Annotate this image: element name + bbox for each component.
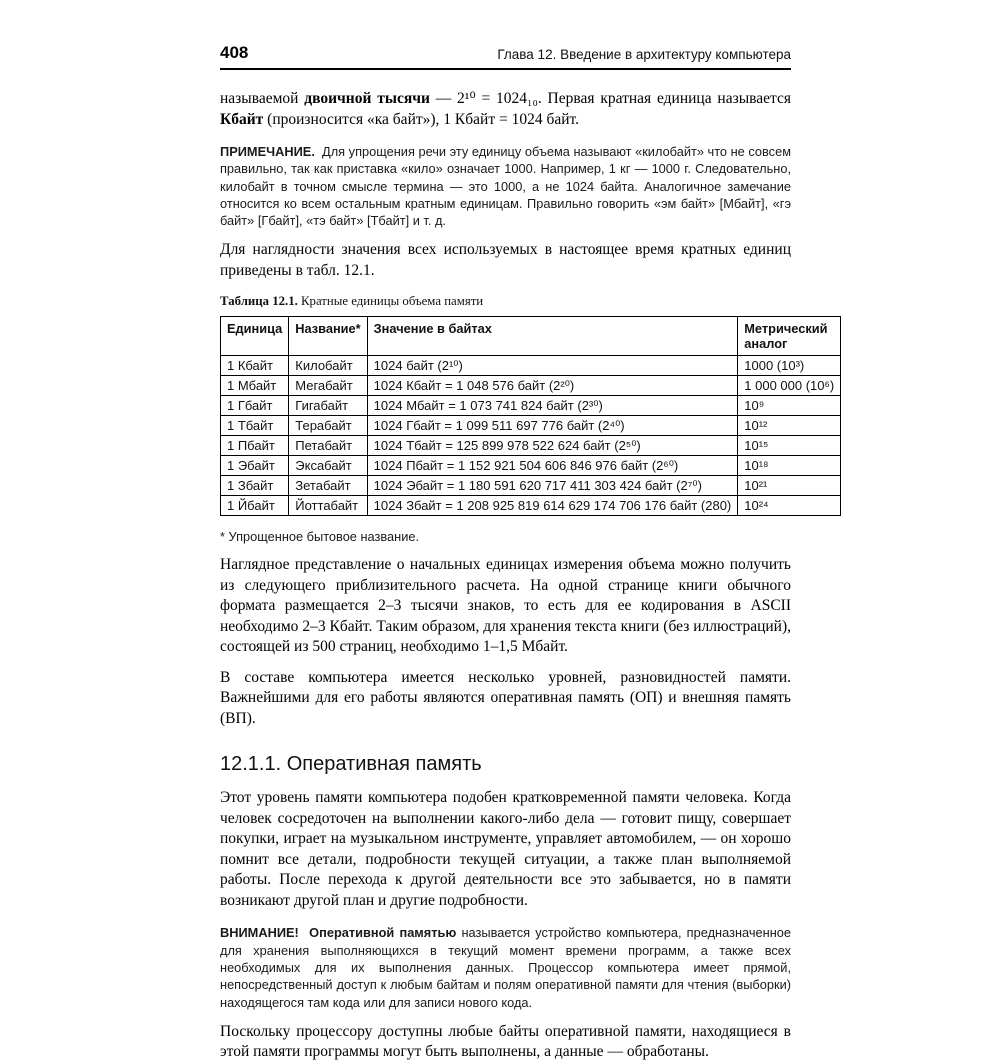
cell-unit: 1 Збайт: [221, 476, 289, 496]
cell-metric: 10²¹: [738, 476, 841, 496]
cell-metric: 10¹²: [738, 416, 841, 436]
term-kbyte: Кбайт: [220, 110, 264, 128]
table-row: [221, 476, 841, 496]
warning-text: называется устройство компьютера, предназначенное для хранения выполняющихся в текущий момент времени программ, а также всех необходимых для их выполнения данных. Процессор компьютера имеет прямой, непосредственный доступ к любым байтам и полям оперативной памяти для чтения (выборки) находящегося там кода или для записи нового кода.: [220, 925, 791, 1010]
cell-name: Мегабайт: [289, 376, 367, 396]
table-row: [221, 416, 841, 436]
intro-run: — 2¹⁰ = 1024₁₀. Первая кратная единица называется: [429, 90, 791, 107]
section-heading: 12.1.1. Оперативная память: [220, 753, 482, 776]
cell-name: Йоттабайт: [289, 496, 367, 516]
cell-name: Терабайт: [289, 416, 367, 436]
cell-name: Гигабайт: [289, 396, 367, 416]
cell-name: Зетабайт: [289, 476, 367, 496]
closing-paragraph: Поскольку процессору доступны любые байты оперативной памяти, находящиеся в этой памяти программы могут быть выполнены, а данные — обработаны.: [220, 1022, 791, 1061]
cell-value: 1024 байт (2¹⁰): [367, 356, 738, 376]
cell-value: 1024 Збайт = 1 208 925 819 614 629 174 706 176 байт (280): [367, 496, 738, 516]
cell-unit: 1 Тбайт: [221, 416, 289, 436]
note-text: Для упрощения речи эту единицу объема называют «килобайт» что не совсем правильно, так как приставка «кило» означает 1000. Например, 1 кг — 1000 г. Следовательно, килобайт в точном смысле термина — это 1000, а не 1024 байта. Аналогичное замечание относится ко всем остальным кратным единицам. Правильно говорить «эм байт» [Мбайт], «гэ байт» [Гбайт], «тэ байт» [Тбайт] и т. д.: [220, 144, 791, 229]
note-block: [220, 143, 791, 229]
ram-analogy-paragraph: Этот уровень памяти компьютера подобен кратковременной памяти человека. Когда человек сосредоточен на выполнении какого-либо дела — готовит пищу, совершает покупки, играет на музыкальном инструменте, управляет автомобилем, — он хорошо помнит все детали, подробности текущей ситуации, а также план выполняемой работы. После перехода к другой деятельности все это забывается, но в памяти возникают другой план и другие подробности.: [220, 789, 791, 909]
col-header-value-bytes: Значение в байтах: [367, 317, 738, 356]
cell-unit: 1 Гбайт: [221, 396, 289, 416]
table-row: [221, 456, 841, 476]
cell-unit: 1 Кбайт: [221, 356, 289, 376]
intro-run: называемой: [220, 90, 305, 107]
cell-unit: 1 Пбайт: [221, 436, 289, 456]
cell-metric: 10⁹: [738, 396, 841, 416]
table-footnote: * Упрощенное бытовое название.: [220, 529, 420, 545]
table-row: [221, 436, 841, 456]
cell-name: Петабайт: [289, 436, 367, 456]
page-number: 408: [220, 43, 249, 62]
cell-name: Килобайт: [289, 356, 367, 376]
table-row: [221, 496, 841, 516]
memory-levels-paragraph: В составе компьютера имеется несколько уровней, разновидностей памяти. Важнейшими для его работы являются оперативная память (ОП) и внешняя память (ВП).: [220, 668, 791, 727]
cell-metric: 10¹⁸: [738, 456, 841, 476]
cell-value: 1024 Кбайт = 1 048 576 байт (2²⁰): [367, 376, 738, 396]
page-content: [220, 43, 835, 1063]
cell-metric: 10²⁴: [738, 496, 841, 516]
cell-metric: 10¹⁵: [738, 436, 841, 456]
cell-value: 1024 Тбайт = 125 899 978 522 624 байт (2⁵⁰): [367, 436, 738, 456]
table-row: [221, 396, 841, 416]
col-header-name: Название*: [289, 317, 367, 356]
table-row: [221, 356, 841, 376]
table-caption: [220, 294, 791, 309]
col-header-metric: Метрический аналог: [738, 317, 841, 356]
table-caption-text: Кратные единицы объема памяти: [297, 294, 484, 309]
chapter-running-title: Глава 12. Введение в архитектуру компьютера: [497, 46, 791, 62]
term-binary-thousand: двоичной тысячи: [304, 90, 430, 107]
estimate-paragraph: Наглядное представление о начальных единицах измерения объема можно получить из следующего приблизительного расчета. На одной странице книги обычного формата размещается 2–3 тысячи знаков, то есть для ее кодирования в ASCII необходимо 2–3 Кбайт. Таким образом, для хранения текста книги (без иллюстраций), состоящей из 500 страниц, необходимо 1–1,5 Мбайт.: [220, 556, 791, 656]
intro-paragraph: [220, 89, 791, 130]
cell-value: 1024 Пбайт = 1 152 921 504 606 846 976 байт (2⁶⁰): [367, 456, 738, 476]
cell-unit: 1 Эбайт: [221, 456, 289, 476]
warning-block: [220, 924, 791, 1010]
table-caption-label: Таблица 12.1.: [220, 294, 298, 309]
cell-unit: 1 Мбайт: [221, 376, 289, 396]
intro-run: (произносится «ка байт»), 1 Кбайт = 1024 байт.: [263, 110, 580, 128]
table-row: [221, 376, 841, 396]
cell-value: 1024 Эбайт = 1 180 591 620 717 411 303 424 байт (2⁷⁰): [367, 476, 738, 496]
cell-value: 1024 Гбайт = 1 099 511 697 776 байт (2⁴⁰): [367, 416, 738, 436]
note-label: ПРИМЕЧАНИЕ.: [220, 144, 315, 159]
cell-name: Эксабайт: [289, 456, 367, 476]
table-header-row: [221, 317, 841, 356]
cell-value: 1024 Мбайт = 1 073 741 824 байт (2³⁰): [367, 396, 738, 416]
cell-unit: 1 Йбайт: [221, 496, 289, 516]
term-ram: Оперативной памятью: [309, 925, 457, 941]
cell-metric: 1 000 000 (10⁶): [738, 376, 841, 396]
running-header: [220, 44, 791, 70]
before-table-paragraph: Для наглядности значения всех используемых в настоящее время кратных единиц приведены в табл. 12.1.: [220, 241, 791, 279]
col-header-unit: Единица: [221, 317, 289, 356]
memory-units-table: [220, 316, 841, 516]
warning-label: ВНИМАНИЕ!: [220, 925, 299, 941]
cell-metric: 1000 (10³): [738, 356, 841, 376]
